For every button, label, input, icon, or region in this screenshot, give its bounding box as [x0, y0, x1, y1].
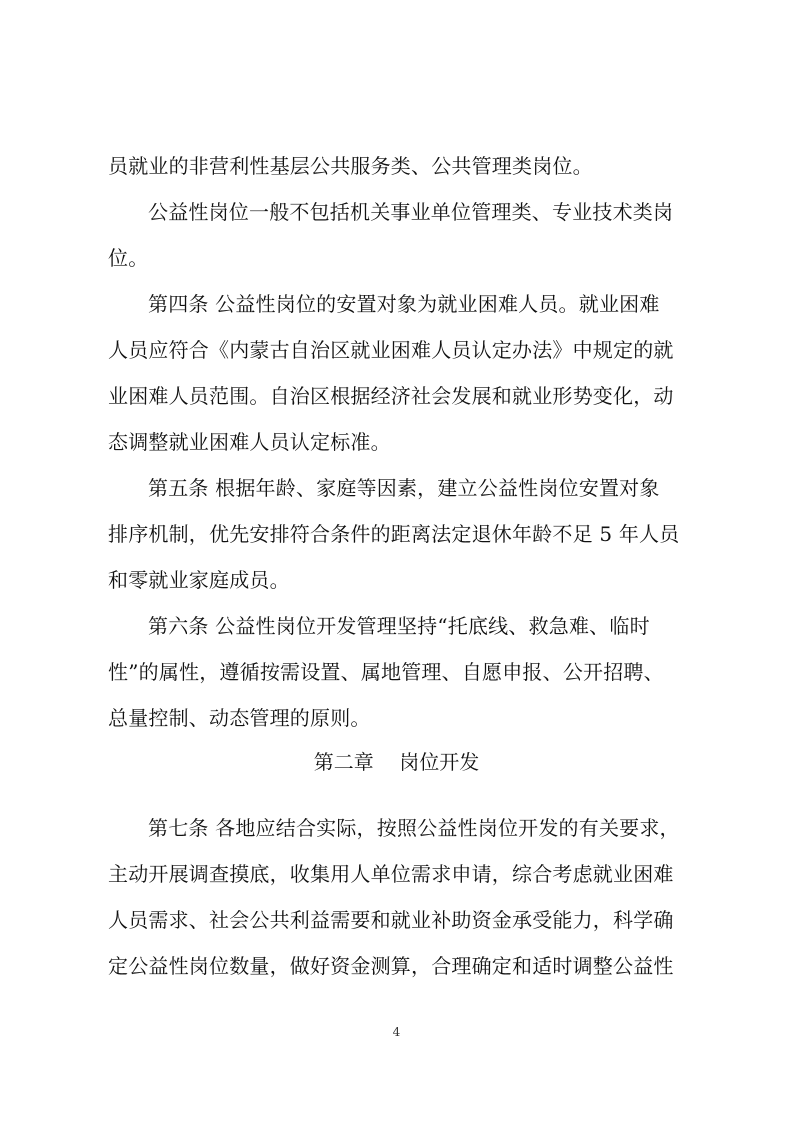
- article-7-line: 第七条 各地应结合实际，按照公益性岗位开发的有关要求，: [148, 816, 680, 840]
- paragraph-line: 定公益性岗位数量，做好资金测算，合理确定和适时调整公益性: [108, 954, 674, 978]
- paragraph-line: 主动开展调查摸底，收集用人单位需求申请，综合考虑就业困难: [108, 862, 674, 886]
- paragraph-line: 排序机制，优先安排符合条件的距离法定退休年龄不足 5 年人员: [108, 522, 680, 546]
- paragraph-line: 公益性岗位一般不包括机关事业单位管理类、专业技术类岗: [148, 200, 674, 224]
- paragraph-line: 员就业的非营利性基层公共服务类、公共管理类岗位。: [108, 154, 593, 178]
- paragraph-line: 人员应符合《内蒙古自治区就业困难人员认定办法》中规定的就: [108, 338, 674, 362]
- paragraph-line: 位。: [108, 246, 149, 270]
- paragraph-line: 性”的属性，遵循按需设置、属地管理、自愿申报、公开招聘、: [108, 660, 664, 684]
- paragraph-line: 和零就业家庭成员。: [108, 568, 290, 592]
- article-5-line: 第五条 根据年龄、家庭等因素，建立公益性岗位安置对象: [148, 476, 660, 500]
- article-4-line: 第四条 公益性岗位的安置对象为就业困难人员。就业困难: [148, 292, 660, 316]
- paragraph-line: 业困难人员范围。自治区根据经济社会发展和就业形势变化，动: [108, 384, 674, 408]
- page-number: 4: [392, 1025, 401, 1039]
- article-6-line: 第六条 公益性岗位开发管理坚持“托底线、救急难、临时: [148, 614, 650, 638]
- paragraph-line: 人员需求、社会公共利益需要和就业补助资金承受能力，科学确: [108, 908, 674, 932]
- paragraph-line: 态调整就业困难人员认定标准。: [108, 430, 391, 454]
- paragraph-line: 总量控制、动态管理的原则。: [108, 706, 371, 730]
- chapter-heading: 第二章 岗位开发: [313, 750, 480, 774]
